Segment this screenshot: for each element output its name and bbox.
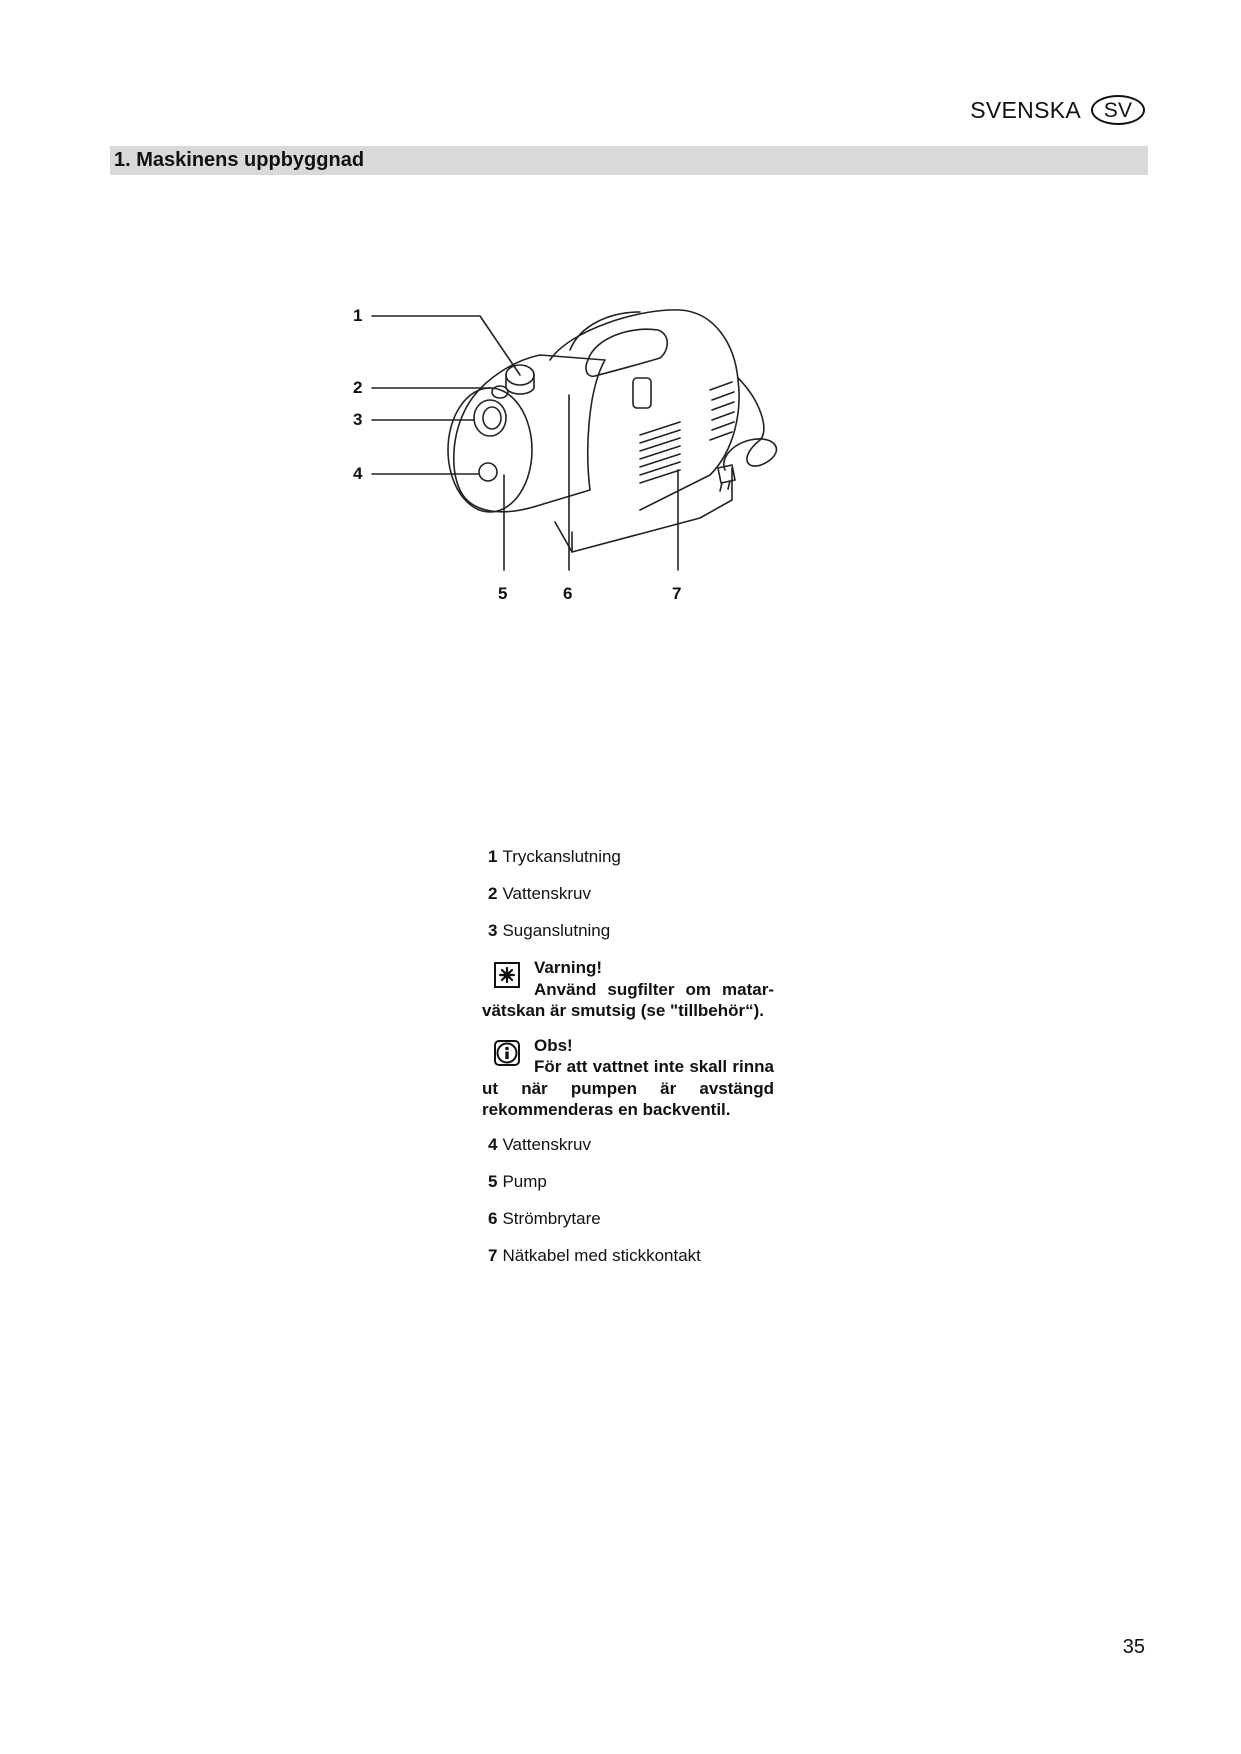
callout-2: 2 xyxy=(353,378,363,397)
language-code-badge: SV xyxy=(1091,95,1145,125)
pump-illustration xyxy=(340,300,820,680)
handle-opening xyxy=(586,329,667,376)
legend-item xyxy=(482,1171,774,1208)
legend-item xyxy=(482,1134,774,1171)
leader-line-1 xyxy=(372,316,520,375)
legend-item-number: 1 xyxy=(488,847,498,866)
section-header-bar xyxy=(110,146,1148,175)
legend-item-label: Nätkabel med stickkontakt xyxy=(502,1245,701,1265)
info-notice xyxy=(482,1035,774,1121)
language-label: SVENSKA xyxy=(970,96,1081,123)
language-header xyxy=(970,95,1145,125)
legend-item-label: Vattenskruv xyxy=(502,884,591,903)
power-cord xyxy=(724,378,777,470)
legend-item-number: 5 xyxy=(488,1171,498,1191)
legend-item-number: 3 xyxy=(488,921,498,940)
pump-base xyxy=(555,468,732,552)
callout-5: 5 xyxy=(498,584,508,603)
page-number: 35 xyxy=(1122,1636,1145,1658)
pump-body xyxy=(454,355,605,512)
legend-item-number: 2 xyxy=(488,884,498,903)
legend-item-label: Strömbrytare xyxy=(502,1208,601,1228)
legend-item-number: 6 xyxy=(488,1208,498,1228)
info-icon xyxy=(494,1040,520,1066)
info-heading: Obs! xyxy=(534,1035,573,1055)
legend-item-label: Tryckanslutning xyxy=(502,847,621,866)
drain-screw xyxy=(479,463,497,481)
legend-item xyxy=(482,883,774,920)
callout-1: 1 xyxy=(353,306,363,325)
legend-item-label: Pump xyxy=(502,1171,547,1191)
legend-item xyxy=(482,1245,774,1282)
legend-item-label: Suganslutning xyxy=(502,921,611,940)
warning-notice xyxy=(482,957,774,1022)
section-title: 1. Maskinens uppbyggnad xyxy=(114,149,365,171)
legend-item xyxy=(482,920,774,957)
power-switch xyxy=(633,378,651,408)
legend-item-number: 4 xyxy=(488,1134,498,1154)
warning-heading: Varning! xyxy=(534,958,603,977)
info-text: För att vattnet inte skall rinna ut när pumpen är avstängd rekommenderas en backventil. xyxy=(482,1057,774,1119)
callout-3: 3 xyxy=(353,410,363,429)
pump-drawing xyxy=(340,300,820,680)
warning-text: Använd sugfilter om matar-vätskan är smutsig (se "tillbehör“). xyxy=(482,979,774,1020)
component-legend xyxy=(482,846,774,1282)
callout-6: 6 xyxy=(563,584,573,603)
warning-icon xyxy=(494,962,520,988)
legend-item xyxy=(482,846,774,883)
legend-item-label: Vattenskruv xyxy=(502,1134,591,1154)
callout-4: 4 xyxy=(353,464,363,483)
motor-housing xyxy=(550,310,739,510)
legend-item-number: 7 xyxy=(488,1245,498,1265)
suction-inlet-inner xyxy=(483,407,501,429)
legend-item xyxy=(482,1208,774,1245)
callout-7: 7 xyxy=(672,584,682,603)
